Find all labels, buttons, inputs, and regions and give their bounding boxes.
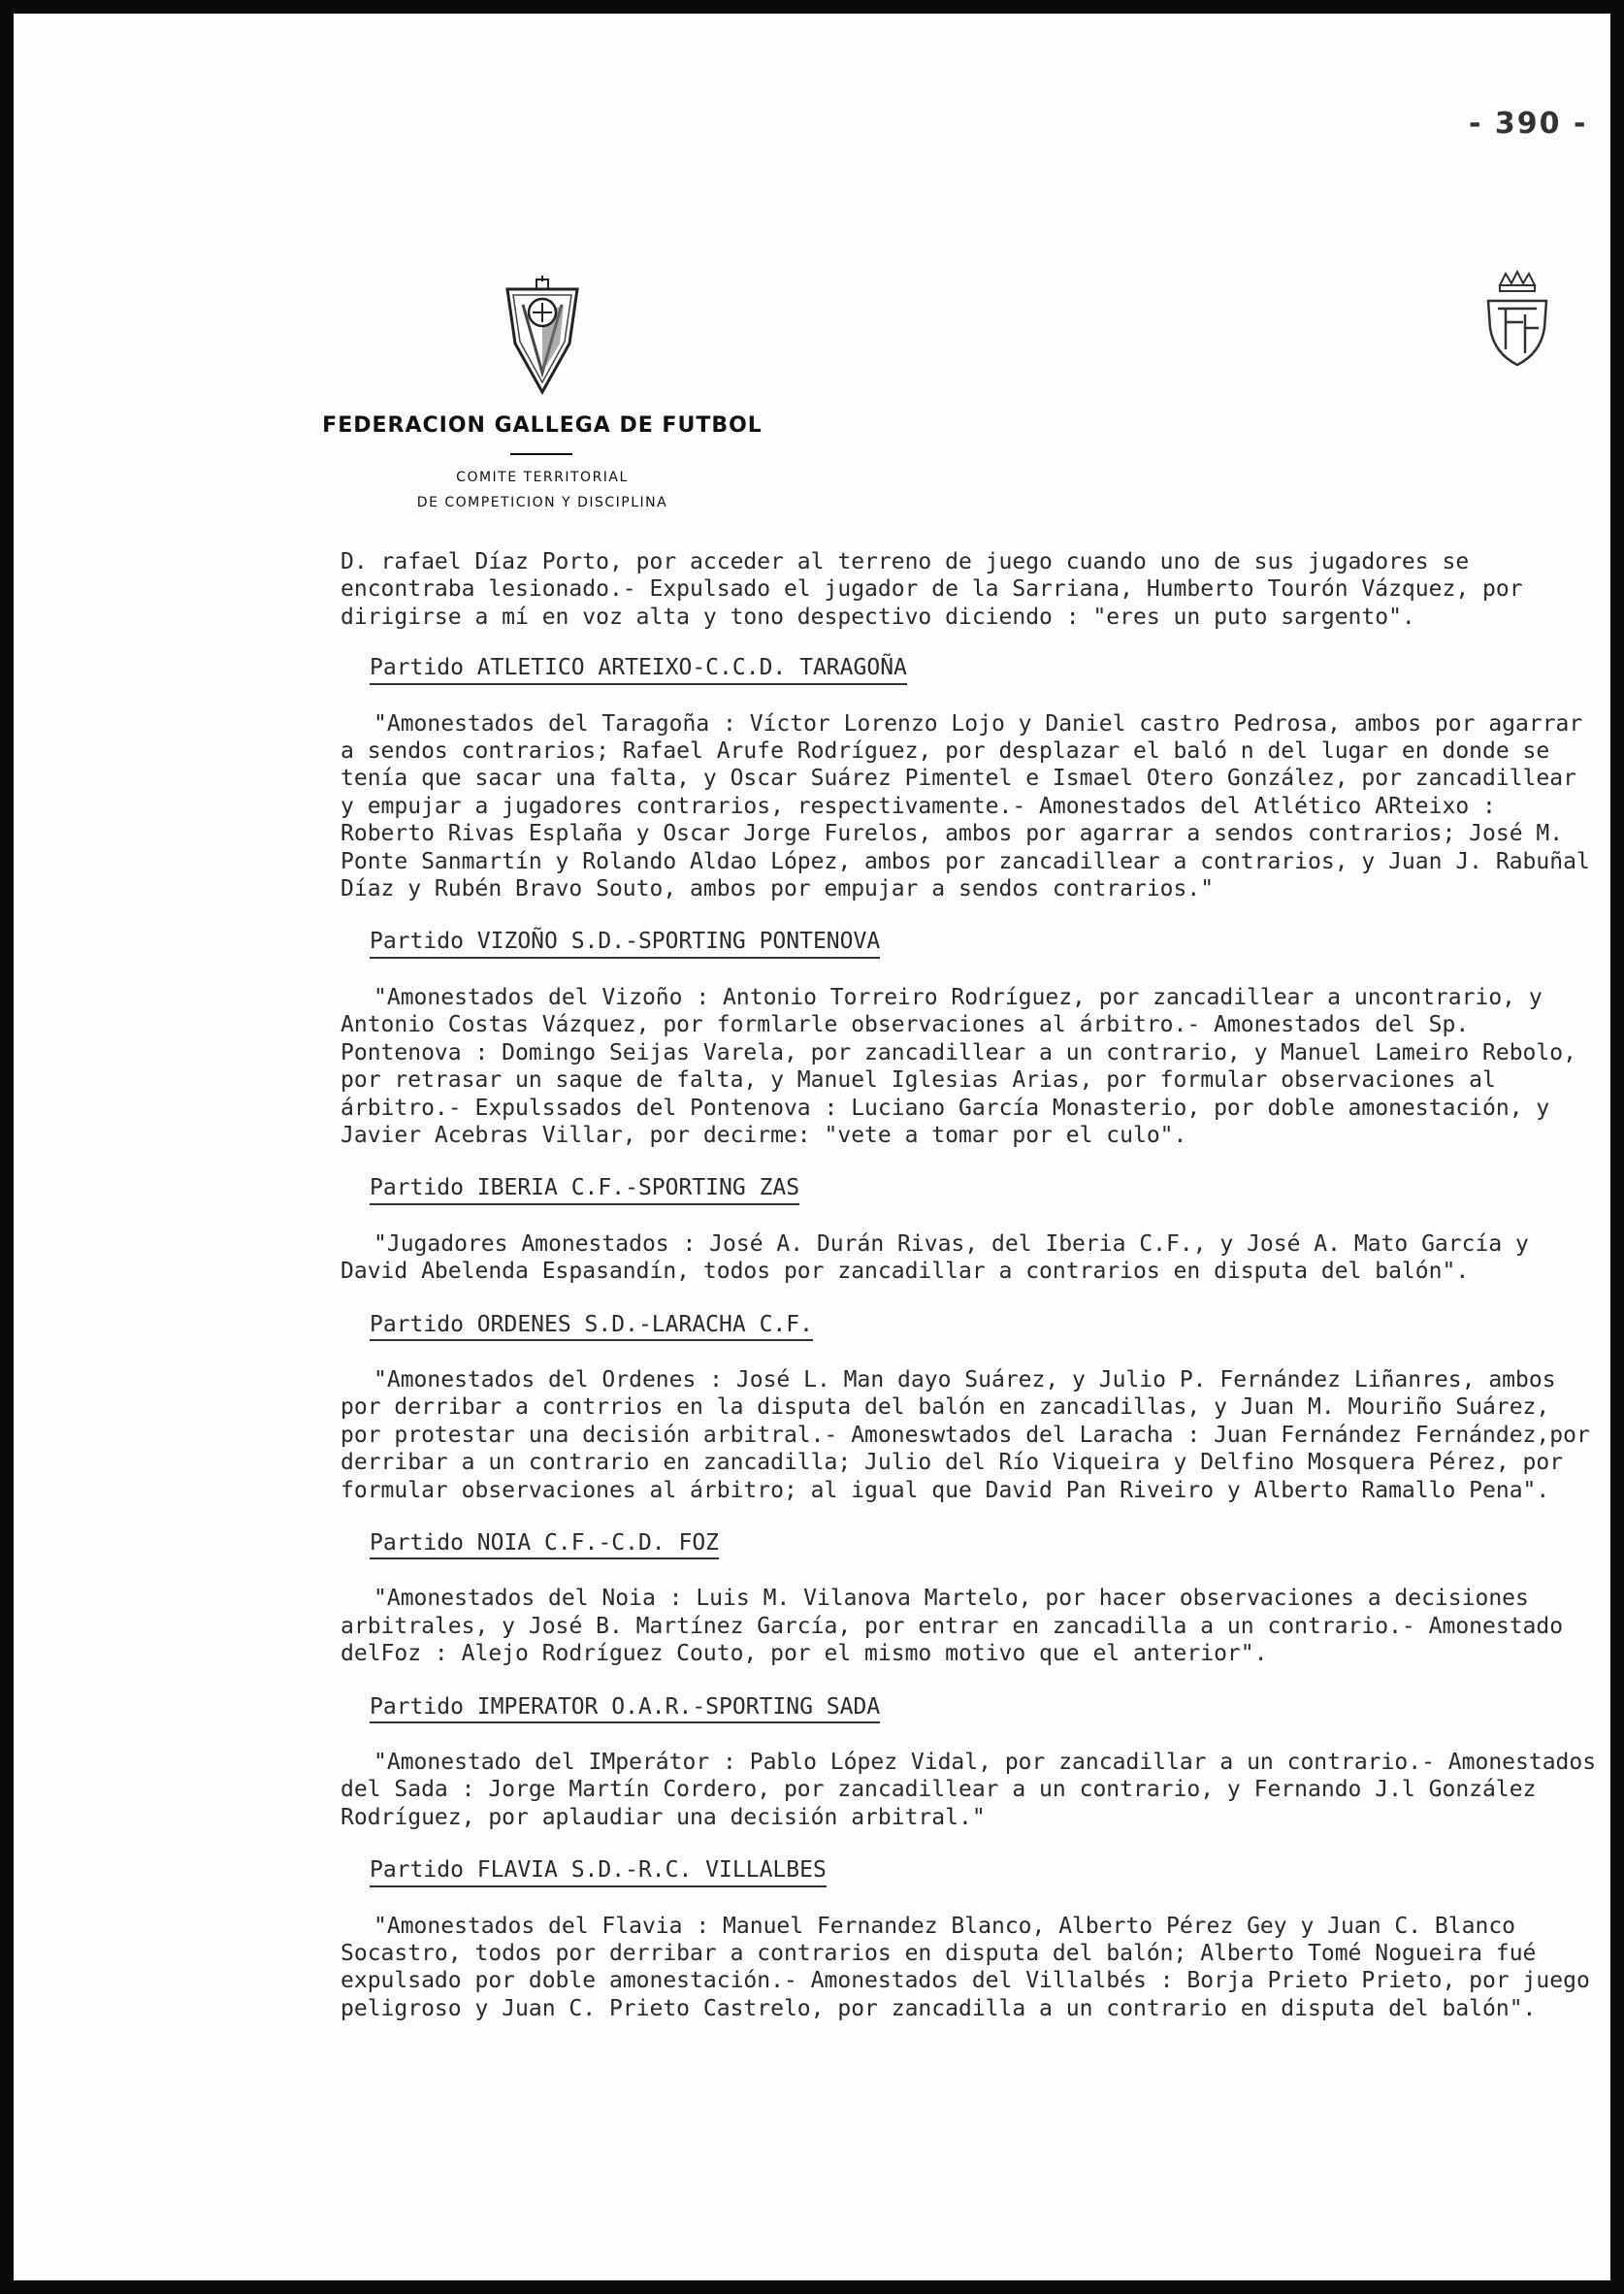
- match-section: [341, 1174, 1602, 1285]
- match-report: "Jugadores Amonestados : José A. Durán Rivas, del Iberia C.F., y José A. Mato García y David Abelenda Espasandín, todos por zancadillar a contrarios en disputa del balón".: [341, 1230, 1529, 1285]
- match-report: "Amonestado del IMperátor : Pablo López Vidal, por zancadillar a un contrario.- Amonestados del Sada : Jorge Martín Cordero, por zancadillear a un contrario, y Fernando J.l González Rodríguez, por aplaudiar una decisión arbitral.": [341, 1750, 1597, 1830]
- match-heading: Partido IBERIA C.F.-SPORTING ZAS: [370, 1174, 799, 1204]
- match-report: "Amonestados del Flavia : Manuel Fernandez Blanco, Alberto Pérez Gey y Juan C. Blanco Socastro, todos por derribar a contrarios en disputa del balón; Alberto Tomé Nogueira fué expulsado por doble amonestación.- Amonestados del Villalbés : Borja Prieto Prieto, por juego peligroso y Juan C. Prieto Castrelo, por zancadilla a un contrario en disputa del balón".: [341, 1913, 1590, 2021]
- match-section: [341, 654, 1602, 902]
- match-report: "Amonestados del Taragoña : Víctor Lorenzo Lojo y Daniel castro Pedrosa, ambos por agarrar a sendos contrarios; Rafael Arufe Rodríguez, por desplazar el baló n del lugar en donde se tenía que sacar una falta, y Oscar Suárez Pimentel e Ismael Otero González, por zancadillear y empujar a jugadores contrarios, respectivamente.- Amonestados del Atlético ARteixo : Roberto Rivas Esplaña y Oscar Jorge Furelos, ambos por agarrar a sendos contrarios; José M. Ponte Sanmartín y Rolando Aldao López, ambos por zancadillear a contrarios, y Juan J. Rabuñal Díaz y Rubén Bravo Souto, ambos por empujar a sendos contrarios.": [341, 710, 1590, 902]
- document-body: [341, 548, 1602, 2048]
- page-number: - 390 -: [1469, 107, 1588, 141]
- match-report: "Amonestados del Noia : Luis M. Vilanova Martelo, por hacer observaciones a decisiones arbitrales, y José B. Martínez García, por entrar en zancadilla a un contrario.- Amonestado delFoz : Alejo Rodríguez Couto, por el mismo motivo que el anterior".: [341, 1586, 1564, 1667]
- match-section: [341, 928, 1602, 1149]
- match-heading: Partido ORDENES S.D.-LARACHA C.F.: [370, 1311, 813, 1341]
- match-heading: Partido NOIA C.F.-C.D. FOZ: [370, 1529, 719, 1559]
- match-heading: Partido VIZOÑO S.D.-SPORTING PONTENOVA: [370, 928, 880, 958]
- match-heading: Partido ATLETICO ARTEIXO-C.C.D. TARAGOÑA: [370, 654, 907, 684]
- header-divider: [510, 453, 572, 455]
- match-section: [341, 1693, 1602, 1832]
- match-section: [341, 1311, 1602, 1504]
- match-heading: Partido IMPERATOR O.A.R.-SPORTING SADA: [370, 1693, 880, 1723]
- match-section: [341, 1529, 1602, 1668]
- match-report: "Amonestados del Ordenes : José L. Man dayo Suárez, y Julio P. Fernández Liñanres, ambos por derribar a contrrios en la disputa del balón en zancadillas, y Juan M. Mouriño Suárez, por protestar una decisión arbitral.- Amoneswtados del Laracha : Juan Fernández Fernández,por derribar a un contrario en zancadilla; Julio del Río Viqueira y Delfino Mosquera Pérez, por formular observaciones al árbitro; al igual que David Pan Riveiro y Alberto Ramallo Pena".: [341, 1366, 1590, 1503]
- match-report: "Amonestados del Vizoño : Antonio Torreiro Rodríguez, por zancadillear a uncontrario, y Antonio Costas Vázquez, por formlarle observaciones al árbitro.- Amonestados del Sp. Pontenova : Domingo Seijas Varela, por zancadillear a un contrario, y Manuel Lameiro Rebolo, por retrasar un saque de falta, y Manuel Iglesias Arias, por formular observaciones al árbitro.- Expulssados del Pontenova : Luciano García Monasterio, por doble amonestación, y Javier Acebras Villar, por decirme: "vete a tomar por el culo".: [341, 984, 1576, 1148]
- federation-crest-icon: [502, 276, 583, 398]
- royal-federation-emblem-icon: [1478, 268, 1556, 371]
- committee-line-2: DE COMPETICION Y DISCIPLINA: [416, 495, 668, 510]
- intro-paragraph: D. rafael Díaz Porto, por acceder al terreno de juego cuando uno de sus jugadores se encontraba lesionado.- Expulsado el jugador de la Sarriana, Humberto Tourón Vázquez, por dirigirse a mí en voz alta y tono despectivo diciendo : "eres un puto sargento".: [341, 549, 1523, 630]
- committee-line-1: COMITE TERRITORIAL: [456, 470, 629, 485]
- organization-name: FEDERACION GALLEGA DE FUTBOL: [322, 413, 763, 438]
- match-section: [341, 1856, 1602, 2022]
- match-heading: Partido FLAVIA S.D.-R.C. VILLALBES: [370, 1856, 827, 1886]
